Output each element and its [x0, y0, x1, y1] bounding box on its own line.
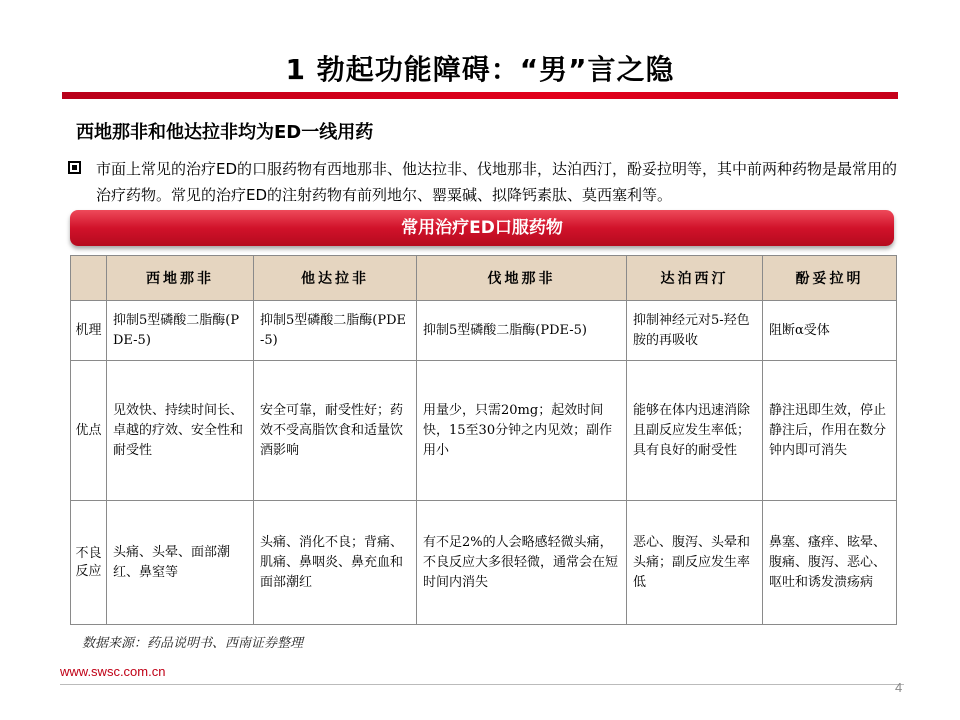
header-tadalafil: 他达拉非 — [254, 256, 417, 301]
slide-title: 1 勃起功能障碍：“男”言之隐 — [285, 53, 675, 86]
row-label-mechanism: 机理 — [71, 301, 107, 361]
table-cell: 头痛、头晕、面部潮红、鼻窒等 — [107, 501, 254, 625]
header-sildenafil: 西地那非 — [107, 256, 254, 301]
table-cell: 见效快、持续时间长、卓越的疗效、安全性和耐受性 — [107, 361, 254, 501]
square-bullet-icon — [68, 161, 81, 174]
row-label-advantages: 优点 — [71, 361, 107, 501]
page-number: 4 — [895, 680, 903, 695]
table-cell: 抑制5型磷酸二脂酶(PDE-5) — [417, 301, 627, 361]
table-cell: 头痛、消化不良；背痛、肌痛、鼻咽炎、鼻充血和面部潮红 — [254, 501, 417, 625]
table-cell: 抑制神经元对5-羟色胺的再吸收 — [627, 301, 763, 361]
table-cell: 能够在体内迅速消除且副反应发生率低；具有良好的耐受性 — [627, 361, 763, 501]
table-cell: 安全可靠，耐受性好；药效不受高脂饮食和适量饮酒影响 — [254, 361, 417, 501]
data-source-note: 数据来源：药品说明书、西南证券整理 — [82, 636, 304, 651]
footer-url: www.swsc.com.cn — [60, 664, 166, 679]
table-row-mechanism — [71, 301, 897, 361]
table-cell: 恶心、腹泻、头晕和头痛；副反应发生率低 — [627, 501, 763, 625]
table-cell: 有不足2%的人会略感轻微头痛，不良反应大多很轻微，通常会在短时间内消失 — [417, 501, 627, 625]
bullet-paragraph — [68, 156, 902, 208]
table-cell: 抑制5型磷酸二脂酶(PDE-5) — [107, 301, 254, 361]
table-cell: 用量少，只需20mg；起效时间快，15至30分钟之内见效；副作用小 — [417, 361, 627, 501]
header-vardenafil: 伐地那非 — [417, 256, 627, 301]
footer-divider — [60, 684, 904, 685]
row-label-side-effects: 不良反应 — [71, 501, 107, 625]
header-dapoxetine: 达泊西汀 — [627, 256, 763, 301]
title-underline-bar — [62, 92, 898, 99]
table-banner: 常用治疗ED口服药物 — [70, 210, 894, 246]
header-corner — [71, 256, 107, 301]
table-cell: 鼻塞、瘙痒、眩晕、腹痛、腹泻、恶心、呕吐和诱发溃疡病 — [763, 501, 897, 625]
table-cell: 抑制5型磷酸二脂酶(PDE-5) — [254, 301, 417, 361]
table-header-row — [71, 256, 897, 301]
table-cell: 静注迅即生效，停止静注后，作用在数分钟内即可消失 — [763, 361, 897, 501]
section-heading: 西地那非和他达拉非均为ED一线用药 — [76, 122, 374, 143]
bullet-text: 市面上常见的治疗ED的口服药物有西地那非、他达拉非、伐地那非，达泊西汀，酚妥拉明等，其中前两种药物是最常用的治疗药物。常见的治疗ED的注射药物有前列地尔、罂粟碱、拟降钙素肽、莫西塞利等。 — [96, 160, 898, 204]
table-cell: 阻断α受体 — [763, 301, 897, 361]
table-row-advantages — [71, 361, 897, 501]
header-phentolamine: 酚妥拉明 — [763, 256, 897, 301]
drug-comparison-table — [70, 255, 897, 625]
table-row-side-effects — [71, 501, 897, 625]
